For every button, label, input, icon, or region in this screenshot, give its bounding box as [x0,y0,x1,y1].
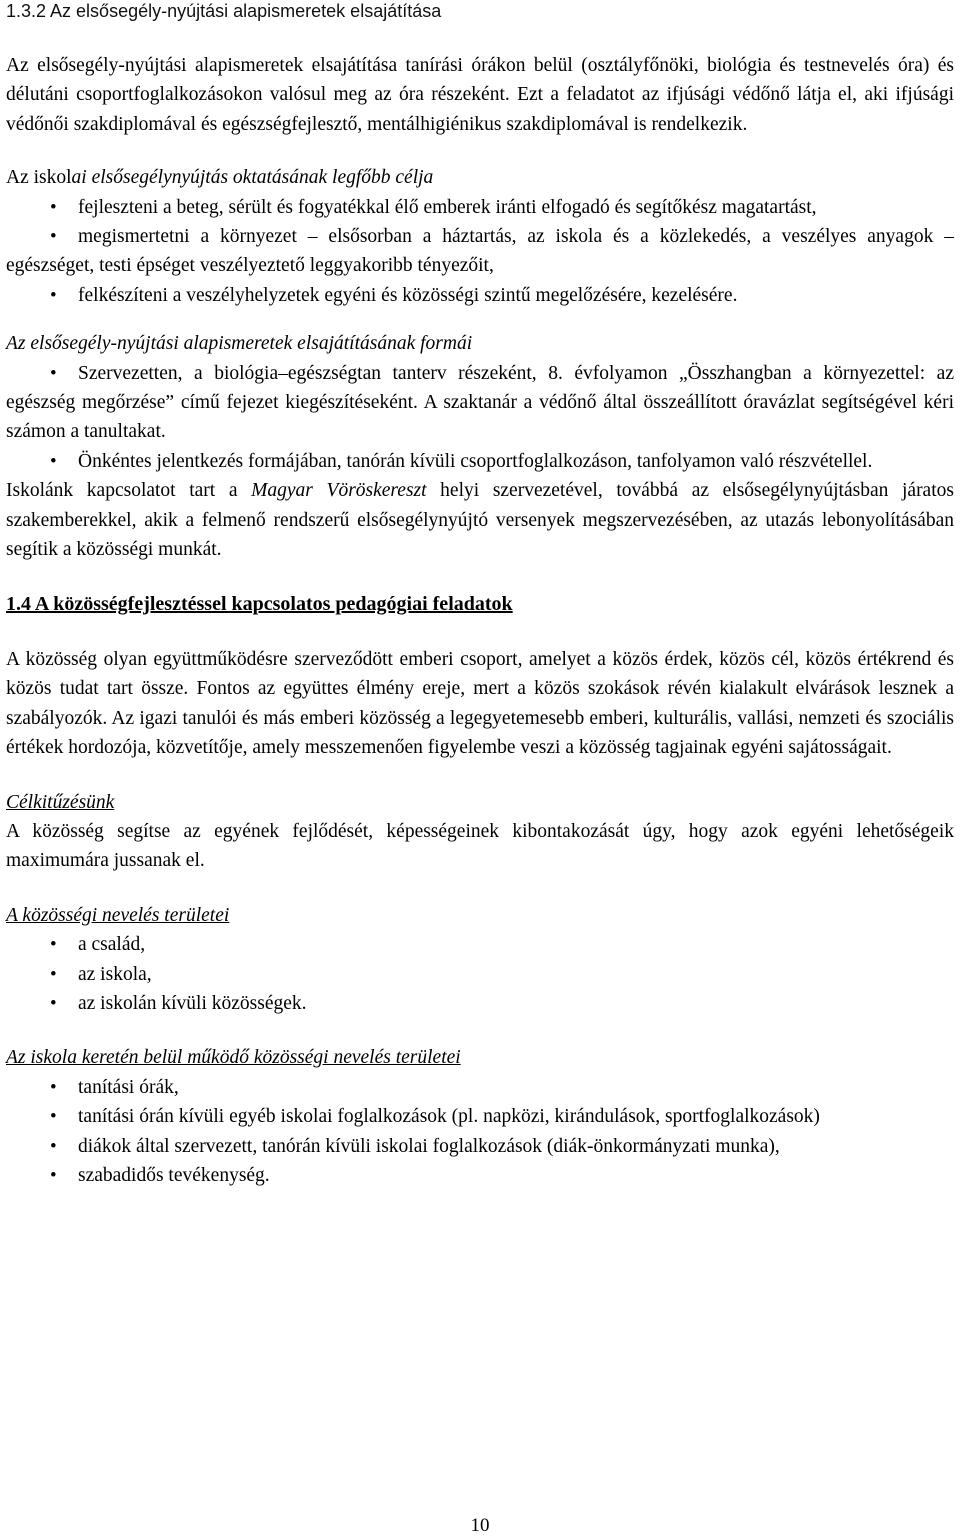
document-page [6,0,954,1190]
areas-item: • a család, [6,930,954,959]
redcross-paragraph [6,476,954,564]
forms-list [6,359,954,477]
chapter-heading: 1.4 A közösségfejlesztéssel kapcsolatos pedagógiai feladatok [6,592,513,615]
forms-item: • Szervezetten, a biológia–egészségtan tanterv részeként, 8. évfolyamon „Összhangban a környezettel: az egészség megőrzése” című fejezet kiegészítéseként. A szaktanár a védőnő által összeállított óravázlat segítségével kéri számon a tanultakat. [6,359,954,447]
page-number: 10 [470,1515,490,1536]
forms-heading: Az elsősegély-nyújtási alapismeretek elsajátításának formái [6,333,473,355]
aim-paragraph: A közösség segítse az egyének fejlődését, képességeinek kibontakozását úgy, hogy azok egyéni lehetőségeik maximumára jussanak el. [6,820,954,872]
redcross-text-before: Iskolánk kapcsolatot tart a [6,480,252,502]
school-areas-item: • diákok által szervezett, tanórán kívüli iskolai foglalkozások (diák-önkormányzati munka), [6,1132,954,1161]
goal-item: • fejleszteni a beteg, sérült és fogyatékkal élő emberek iránti elfogadó és segítőkész magatartást, [6,193,954,222]
school-areas-item: • tanítási órán kívüli egyéb iskolai foglalkozások (pl. napközi, kirándulások, sportfoglalkozások) [6,1102,954,1131]
section-title: 1.3.2 Az elsősegély-nyújtási alapismeretek elsajátítása [6,1,442,21]
school-areas-item: • szabadidős tevékenység. [6,1161,954,1190]
redcross-text-after: helyi szervezetével, továbbá az elsősegélynyújtásban járatos szakemberekkel, akik a felmenő rendszerű elsősegélynyújtó versenyek megszervezésében, az utazás lebonyolításában segítik a közösségi munkát. [6,480,954,561]
goal-item: • megismertetni a környezet – elsősorban a háztartás, az iskola és a közlekedés, a veszélyes anyagok – egészséget, testi épséget veszélyeztető leggyakoribb tényezőit, [6,222,954,281]
goal-item: • felkészíteni a veszélyhelyzetek egyéni és közösségi szintű megelőzésére, kezelésére. [6,281,954,310]
areas-list [6,930,954,1018]
intro-paragraph: Az elsősegély-nyújtási alapismeretek elsajátítása tanírási órákon belül (osztályfőnöki, biológia és testnevelés óra) és délutáni csoportfoglalkozásokon valósul meg az óra részeként. Ezt a feladatot az ifjúsági védőnő látja el, aki ifjúsági védőnői szakdiplomával és egészségfejlesztő, mentálhigiénikus szakdiplomával is rendelkezik. [6,55,954,135]
areas-item: • az iskola, [6,960,954,989]
goal-list [6,193,954,311]
aim-heading: Célkitűzésünk [6,791,115,813]
school-areas-heading: Az iskola keretén belül működő közösségi nevelés területei [6,1047,461,1069]
school-areas-list [6,1073,954,1191]
forms-item: • Önkéntes jelentkezés formájában, tanórán kívüli csoportfoglalkozáson, tanfolyamon való részvétellel. [6,447,954,476]
community-paragraph: A közösség olyan együttműködésre szerveződött emberi csoport, amelyet a közös érdek, közös cél, közös értékrend és közös tudat tart össze. Fontos az együttes élmény ereje, mert a közös szokások révén kialakult elvárások lesznek a szabályozók. Az igazi tanulói és más emberi közösség a legegyetemesebb emberi, kulturális, vallási, nemzeti és szociális értékek hordozója, közvetítője, amely messzemenően figyelembe veszi a közösség tagjainak egyéni sajátosságait. [6,648,954,759]
goal-heading [6,163,954,192]
school-areas-item: • tanítási órák, [6,1073,954,1102]
goal-heading-prefix: Az iskol [6,167,72,189]
areas-item: • az iskolán kívüli közösségek. [6,989,954,1018]
goal-heading-italic: ai elsősegélynyújtás oktatásának legfőbb célja [71,167,434,189]
areas-heading: A közösségi nevelés területei [6,904,230,926]
redcross-name: Magyar Vöröskereszt [251,480,427,502]
